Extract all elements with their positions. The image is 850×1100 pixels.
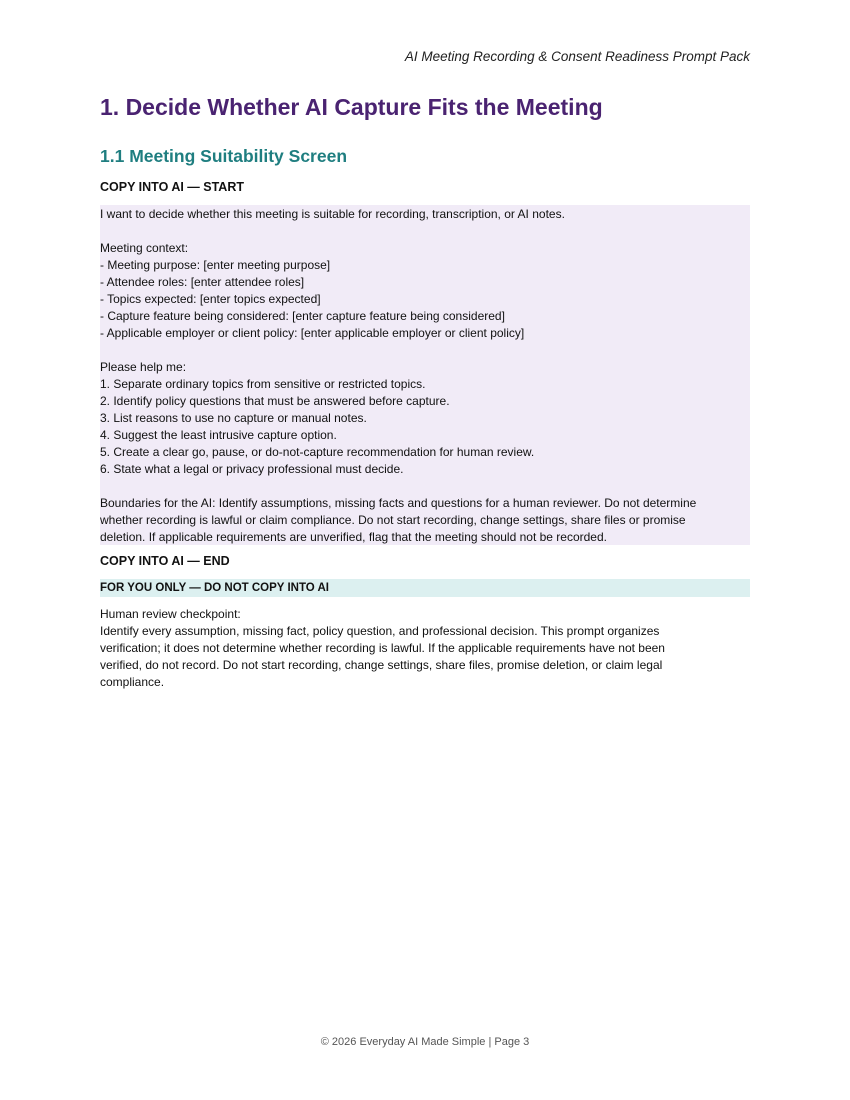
subsection-heading: 1.1 Meeting Suitability Screen [100, 146, 348, 166]
for-you-only-banner: FOR YOU ONLY — DO NOT COPY INTO AI [100, 579, 750, 597]
section-heading: 1. Decide Whether AI Capture Fits the Meeting [100, 94, 603, 120]
review-line: verified, do not record. Do not start recording, change settings, share files, promise deletion, or claim legal [100, 658, 663, 672]
prompt-line: 6. State what a legal or privacy professional must decide. [100, 462, 404, 476]
prompt-line: 1. Separate ordinary topics from sensitive or restricted topics. [100, 377, 426, 391]
copy-start-marker: COPY INTO AI — START [100, 180, 244, 194]
prompt-text-box[interactable] [100, 205, 750, 545]
page-footer: © 2026 Everyday AI Made Simple | Page 3 [320, 1036, 530, 1048]
prompt-line: deletion. If applicable requirements are unverified, flag that the meeting should not be recorded. [100, 530, 607, 544]
prompt-line: - Attendee roles: [enter attendee roles] [100, 275, 305, 289]
prompt-line: - Topics expected: [enter topics expected] [100, 292, 321, 306]
prompt-line: Meeting context: [100, 241, 189, 255]
review-line: Human review checkpoint: [100, 607, 241, 621]
prompt-line: - Capture feature being considered: [enter capture feature being considered] [100, 309, 505, 323]
prompt-line: whether recording is lawful or claim compliance. Do not start recording, change settings, share files or promise [100, 513, 686, 527]
prompt-line: Boundaries for the AI: Identify assumptions, missing facts and questions for a human reviewer. Do not determine [100, 496, 697, 510]
prompt-line: I want to decide whether this meeting is suitable for recording, transcription, or AI notes. [100, 207, 565, 221]
prompt-line: - Meeting purpose: [enter meeting purpose] [100, 258, 331, 272]
copy-end-marker: COPY INTO AI — END [100, 554, 230, 568]
prompt-line: 3. List reasons to use no capture or manual notes. [100, 411, 367, 425]
prompt-line: - Applicable employer or client policy: [enter applicable employer or client policy] [100, 326, 525, 340]
review-line: compliance. [100, 675, 165, 689]
review-line: Identify every assumption, missing fact, policy question, and professional decision. This prompt organizes [100, 624, 660, 638]
prompt-line: 4. Suggest the least intrusive capture option. [100, 428, 337, 442]
prompt-line: Please help me: [100, 360, 187, 374]
prompt-line: 2. Identify policy questions that must be answered before capture. [100, 394, 450, 408]
running-header: AI Meeting Recording & Consent Readiness Prompt Pack [404, 49, 750, 64]
prompt-line: 5. Create a clear go, pause, or do-not-capture recommendation for human review. [100, 445, 535, 459]
review-line: verification; it does not determine whether recording is lawful. If the applicable requirements have not been [100, 641, 665, 655]
